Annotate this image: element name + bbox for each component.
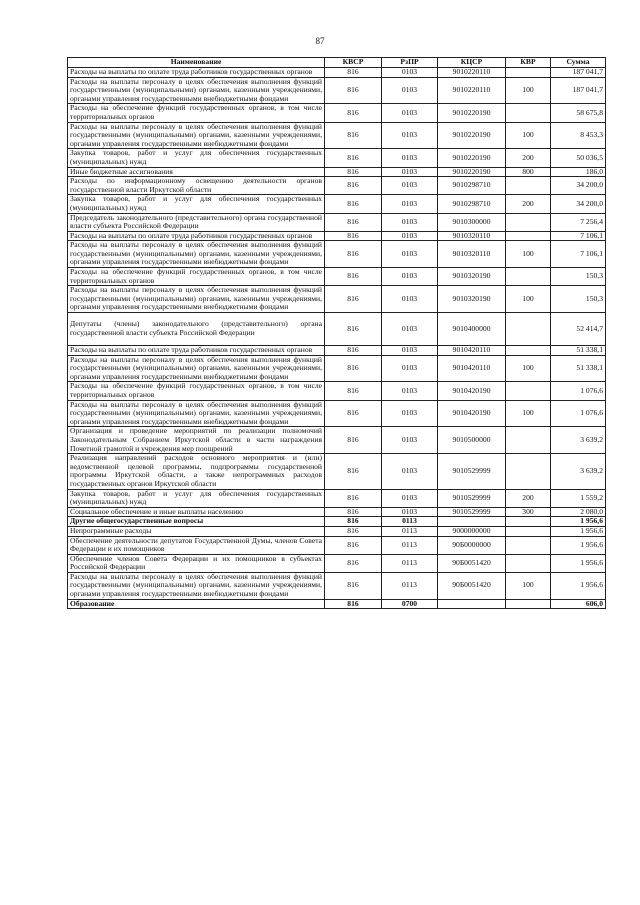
cell-kvsr: 816 bbox=[325, 149, 382, 167]
budget-table bbox=[67, 57, 606, 609]
cell-kcsr: 9010300000 bbox=[438, 213, 506, 231]
cell-sum: 606,0 bbox=[551, 599, 606, 609]
cell-kcsr: 9010320110 bbox=[438, 231, 506, 241]
cell-sum: 8 453,3 bbox=[551, 122, 606, 149]
column-header-kcsr: КЦСР bbox=[438, 58, 506, 68]
cell-kcsr: 9010420110 bbox=[438, 355, 506, 382]
table-row bbox=[68, 68, 606, 78]
cell-kvsr: 816 bbox=[325, 489, 382, 507]
cell-kvr bbox=[506, 231, 551, 241]
cell-kvsr: 816 bbox=[325, 427, 382, 454]
column-header-kvsr: КВСР bbox=[325, 58, 382, 68]
table-body bbox=[68, 68, 606, 609]
column-header-kvr: КВР bbox=[506, 58, 551, 68]
cell-sum: 34 200,0 bbox=[551, 195, 606, 213]
table-row bbox=[68, 599, 606, 609]
cell-kvsr: 816 bbox=[325, 355, 382, 382]
cell-name: Расходы на выплаты персоналу в целях обеспечения выполнения функций государственными (муниципальными) органами, казенными учреждениями, органами управления государственными внебюджетными фондами bbox=[68, 241, 325, 268]
cell-sum: 34 200,0 bbox=[551, 177, 606, 195]
cell-kvr bbox=[506, 177, 551, 195]
cell-kvr bbox=[506, 68, 551, 78]
cell-rzpr: 0103 bbox=[382, 231, 438, 241]
cell-kcsr: 9000000000 bbox=[438, 526, 506, 536]
cell-kvr: 200 bbox=[506, 149, 551, 167]
cell-sum: 3 639,2 bbox=[551, 454, 606, 489]
cell-sum: 7 106,1 bbox=[551, 241, 606, 268]
cell-sum: 51 338,1 bbox=[551, 346, 606, 356]
table-row bbox=[68, 554, 606, 572]
cell-kvsr: 816 bbox=[325, 268, 382, 286]
cell-name: Расходы на выплаты персоналу в целях обеспечения выполнения функций государственными (муниципальными) органами, казенными учреждениями, органами управления государственными внебюджетными фондами bbox=[68, 77, 325, 104]
cell-sum: 150,3 bbox=[551, 268, 606, 286]
cell-sum: 1 956,6 bbox=[551, 572, 606, 599]
cell-kcsr: 9010529999 bbox=[438, 507, 506, 517]
cell-kvsr: 816 bbox=[325, 167, 382, 177]
table-row bbox=[68, 195, 606, 213]
cell-kcsr: 9010400000 bbox=[438, 313, 506, 346]
cell-kcsr: 9010500000 bbox=[438, 427, 506, 454]
cell-rzpr: 0113 bbox=[382, 517, 438, 527]
cell-kvr: 200 bbox=[506, 489, 551, 507]
table-row bbox=[68, 536, 606, 554]
table-row bbox=[68, 400, 606, 427]
table-row bbox=[68, 346, 606, 356]
cell-name: Непрограммные расходы bbox=[68, 526, 325, 536]
page-number: 87 bbox=[315, 36, 325, 46]
cell-kvr: 100 bbox=[506, 355, 551, 382]
cell-rzpr: 0103 bbox=[382, 454, 438, 489]
cell-name: Другие общегосударственные вопросы bbox=[68, 517, 325, 527]
cell-kvsr: 816 bbox=[325, 554, 382, 572]
table-row bbox=[68, 268, 606, 286]
cell-rzpr: 0113 bbox=[382, 554, 438, 572]
table-header-row bbox=[68, 58, 606, 68]
cell-kcsr: 9010220110 bbox=[438, 77, 506, 104]
cell-kcsr: 9010529999 bbox=[438, 489, 506, 507]
cell-sum: 50 036,5 bbox=[551, 149, 606, 167]
cell-sum: 187 041,7 bbox=[551, 68, 606, 78]
cell-name: Закупка товаров, работ и услуг для обеспечения государственных (муниципальных) нужд bbox=[68, 489, 325, 507]
cell-kcsr: 9010298710 bbox=[438, 177, 506, 195]
cell-kvsr: 816 bbox=[325, 195, 382, 213]
cell-sum: 1 956,6 bbox=[551, 536, 606, 554]
cell-kcsr: 9010320190 bbox=[438, 286, 506, 313]
cell-kvr bbox=[506, 313, 551, 346]
table-row bbox=[68, 241, 606, 268]
cell-kvsr: 816 bbox=[325, 346, 382, 356]
table-row bbox=[68, 149, 606, 167]
table-row bbox=[68, 122, 606, 149]
column-header-name: Наименование bbox=[68, 58, 325, 68]
cell-kvr: 100 bbox=[506, 241, 551, 268]
cell-kcsr: 9010420190 bbox=[438, 400, 506, 427]
table-row bbox=[68, 104, 606, 122]
cell-sum: 187 041,7 bbox=[551, 77, 606, 104]
cell-kvr bbox=[506, 599, 551, 609]
cell-rzpr: 0113 bbox=[382, 536, 438, 554]
cell-name: Депутаты (члены) законодательного (представительного) органа государственной власти субъекта Российской Федерации bbox=[68, 313, 325, 346]
cell-name: Закупка товаров, работ и услуг для обеспечения государственных (муниципальных) нужд bbox=[68, 149, 325, 167]
table-row bbox=[68, 213, 606, 231]
cell-name: Расходы на выплаты персоналу в целях обеспечения выполнения функций государственными (муниципальными) органами, казенными учреждениями, органами управления государственными внебюджетными фондами bbox=[68, 572, 325, 599]
table-row bbox=[68, 167, 606, 177]
cell-kcsr bbox=[438, 517, 506, 527]
cell-rzpr: 0103 bbox=[382, 400, 438, 427]
table-row bbox=[68, 313, 606, 346]
cell-name: Иные бюджетные ассигнования bbox=[68, 167, 325, 177]
cell-rzpr: 0103 bbox=[382, 167, 438, 177]
cell-kvr: 200 bbox=[506, 195, 551, 213]
cell-rzpr: 0103 bbox=[382, 313, 438, 346]
cell-rzpr: 0103 bbox=[382, 355, 438, 382]
cell-kcsr: 90Б0051420 bbox=[438, 572, 506, 599]
cell-rzpr: 0113 bbox=[382, 572, 438, 599]
cell-kcsr: 9010420110 bbox=[438, 346, 506, 356]
cell-kvsr: 816 bbox=[325, 536, 382, 554]
cell-sum: 1 956,6 bbox=[551, 526, 606, 536]
table-row bbox=[68, 454, 606, 489]
cell-sum: 1 076,6 bbox=[551, 400, 606, 427]
cell-kvsr: 816 bbox=[325, 68, 382, 78]
cell-rzpr: 0103 bbox=[382, 507, 438, 517]
cell-kvr bbox=[506, 554, 551, 572]
cell-kvr bbox=[506, 346, 551, 356]
column-header-sum: Сумма bbox=[551, 58, 606, 68]
cell-sum: 2 080,0 bbox=[551, 507, 606, 517]
cell-kvsr: 816 bbox=[325, 572, 382, 599]
cell-sum: 1 956,6 bbox=[551, 517, 606, 527]
cell-sum: 1 956,6 bbox=[551, 554, 606, 572]
cell-kvsr: 816 bbox=[325, 213, 382, 231]
cell-kvsr: 816 bbox=[325, 599, 382, 609]
cell-sum: 1 559,2 bbox=[551, 489, 606, 507]
cell-sum: 51 338,1 bbox=[551, 355, 606, 382]
cell-kvsr: 816 bbox=[325, 104, 382, 122]
cell-sum: 58 675,8 bbox=[551, 104, 606, 122]
table-row bbox=[68, 572, 606, 599]
cell-rzpr: 0103 bbox=[382, 104, 438, 122]
cell-kvr bbox=[506, 526, 551, 536]
cell-rzpr: 0103 bbox=[382, 213, 438, 231]
cell-kcsr: 9010320110 bbox=[438, 241, 506, 268]
cell-name: Расходы на обеспечение функций государственных органов, в том числе территориальных органов bbox=[68, 268, 325, 286]
cell-sum: 150,3 bbox=[551, 286, 606, 313]
cell-kcsr: 9010220190 bbox=[438, 167, 506, 177]
cell-rzpr: 0103 bbox=[382, 346, 438, 356]
cell-rzpr: 0103 bbox=[382, 427, 438, 454]
cell-name: Обеспечение членов Совета Федерации и их помощников в субъектах Российской Федерации bbox=[68, 554, 325, 572]
cell-kvsr: 816 bbox=[325, 382, 382, 400]
cell-kcsr: 9010529999 bbox=[438, 454, 506, 489]
cell-kvsr: 816 bbox=[325, 313, 382, 346]
cell-kvr: 100 bbox=[506, 400, 551, 427]
cell-rzpr: 0700 bbox=[382, 599, 438, 609]
cell-name: Расходы на выплаты персоналу в целях обеспечения выполнения функций государственными (муниципальными) органами, казенными учреждениями, органами управления государственными внебюджетными фондами bbox=[68, 286, 325, 313]
cell-sum: 1 076,6 bbox=[551, 382, 606, 400]
cell-kvsr: 816 bbox=[325, 241, 382, 268]
cell-kvsr: 816 bbox=[325, 526, 382, 536]
cell-kvr bbox=[506, 268, 551, 286]
cell-kvr bbox=[506, 536, 551, 554]
cell-sum: 52 414,7 bbox=[551, 313, 606, 346]
cell-name: Расходы на обеспечение функций государственных органов, в том числе территориальных органов bbox=[68, 104, 325, 122]
cell-name: Расходы на выплаты персоналу в целях обеспечения выполнения функций государственными (муниципальными) органами, казенными учреждениями, органами управления государственными внебюджетными фондами bbox=[68, 400, 325, 427]
cell-kvr bbox=[506, 104, 551, 122]
cell-kvr: 100 bbox=[506, 122, 551, 149]
table-row bbox=[68, 231, 606, 241]
cell-kvr: 100 bbox=[506, 77, 551, 104]
cell-kvsr: 816 bbox=[325, 122, 382, 149]
cell-kvr bbox=[506, 454, 551, 489]
cell-kvr: 100 bbox=[506, 572, 551, 599]
cell-kvr bbox=[506, 213, 551, 231]
table-row bbox=[68, 517, 606, 527]
cell-kvsr: 816 bbox=[325, 400, 382, 427]
cell-rzpr: 0103 bbox=[382, 286, 438, 313]
cell-rzpr: 0103 bbox=[382, 268, 438, 286]
cell-kcsr: 9010420190 bbox=[438, 382, 506, 400]
cell-kvsr: 816 bbox=[325, 77, 382, 104]
table-row bbox=[68, 177, 606, 195]
cell-rzpr: 0103 bbox=[382, 382, 438, 400]
table-row bbox=[68, 286, 606, 313]
cell-kvsr: 816 bbox=[325, 507, 382, 517]
cell-rzpr: 0113 bbox=[382, 526, 438, 536]
table-row bbox=[68, 489, 606, 507]
cell-kvr bbox=[506, 427, 551, 454]
cell-sum: 186,0 bbox=[551, 167, 606, 177]
cell-rzpr: 0103 bbox=[382, 177, 438, 195]
cell-name: Организация и проведение мероприятий по реализации полномочий Законодательным Собранием Иркутской области в части награждения Почетной грамотой и учреждения мер поощрений bbox=[68, 427, 325, 454]
table-row bbox=[68, 382, 606, 400]
cell-kcsr: 90Б0000000 bbox=[438, 536, 506, 554]
cell-kvr: 800 bbox=[506, 167, 551, 177]
cell-name: Расходы на выплаты персоналу в целях обеспечения выполнения функций государственными (муниципальными) органами, казенными учреждениями, органами управления государственными внебюджетными фондами bbox=[68, 355, 325, 382]
cell-rzpr: 0103 bbox=[382, 195, 438, 213]
cell-name: Обеспечение деятельности депутатов Государственной Думы, членов Совета Федерации и их помощников bbox=[68, 536, 325, 554]
cell-kcsr: 9010220190 bbox=[438, 149, 506, 167]
table-row bbox=[68, 507, 606, 517]
cell-sum: 7 256,4 bbox=[551, 213, 606, 231]
cell-kvsr: 816 bbox=[325, 517, 382, 527]
cell-name: Образование bbox=[68, 599, 325, 609]
cell-kcsr: 9010298710 bbox=[438, 195, 506, 213]
cell-rzpr: 0103 bbox=[382, 77, 438, 104]
cell-name: Социальное обеспечение и иные выплаты населению bbox=[68, 507, 325, 517]
cell-kvsr: 816 bbox=[325, 231, 382, 241]
cell-kvsr: 816 bbox=[325, 177, 382, 195]
cell-kcsr: 9010320190 bbox=[438, 268, 506, 286]
cell-kvsr: 816 bbox=[325, 454, 382, 489]
cell-rzpr: 0103 bbox=[382, 149, 438, 167]
cell-rzpr: 0103 bbox=[382, 241, 438, 268]
cell-name: Реализация направлений расходов основного мероприятия и (или) ведомственной целевой программы, подпрограммы государственной программы Иркутской области, а также непрограммных расходов государственных органов Иркутской области bbox=[68, 454, 325, 489]
cell-rzpr: 0103 bbox=[382, 489, 438, 507]
cell-kvr bbox=[506, 517, 551, 527]
cell-name: Расходы на обеспечение функций государственных органов, в том числе территориальных органов bbox=[68, 382, 325, 400]
cell-name: Расходы по информационному освещению деятельности органов государственной власти Иркутской области bbox=[68, 177, 325, 195]
cell-name: Председатель законодательного (представительного) органа государственной власти субъекта Российской Федерации bbox=[68, 213, 325, 231]
cell-sum: 7 106,1 bbox=[551, 231, 606, 241]
cell-name: Расходы на выплаты по оплате труда работников государственных органов bbox=[68, 68, 325, 78]
cell-name: Расходы на выплаты по оплате труда работников государственных органов bbox=[68, 231, 325, 241]
cell-name: Закупка товаров, работ и услуг для обеспечения государственных (муниципальных) нужд bbox=[68, 195, 325, 213]
cell-rzpr: 0103 bbox=[382, 68, 438, 78]
cell-kvr: 100 bbox=[506, 286, 551, 313]
cell-name: Расходы на выплаты персоналу в целях обеспечения выполнения функций государственными (муниципальными) органами, казенными учреждениями, органами управления государственными внебюджетными фондами bbox=[68, 122, 325, 149]
cell-kcsr: 9010220190 bbox=[438, 104, 506, 122]
cell-rzpr: 0103 bbox=[382, 122, 438, 149]
cell-kcsr: 9010220110 bbox=[438, 68, 506, 78]
cell-kvr bbox=[506, 382, 551, 400]
cell-kvsr: 816 bbox=[325, 286, 382, 313]
cell-kcsr bbox=[438, 599, 506, 609]
table-row bbox=[68, 355, 606, 382]
cell-kcsr: 9010220190 bbox=[438, 122, 506, 149]
cell-sum: 3 639,2 bbox=[551, 427, 606, 454]
table-row bbox=[68, 427, 606, 454]
column-header-rzpr: РзПР bbox=[382, 58, 438, 68]
table-row bbox=[68, 77, 606, 104]
cell-name: Расходы на выплаты по оплате труда работников государственных органов bbox=[68, 346, 325, 356]
table-row bbox=[68, 526, 606, 536]
cell-kvr: 300 bbox=[506, 507, 551, 517]
cell-kcsr: 90Б0051420 bbox=[438, 554, 506, 572]
